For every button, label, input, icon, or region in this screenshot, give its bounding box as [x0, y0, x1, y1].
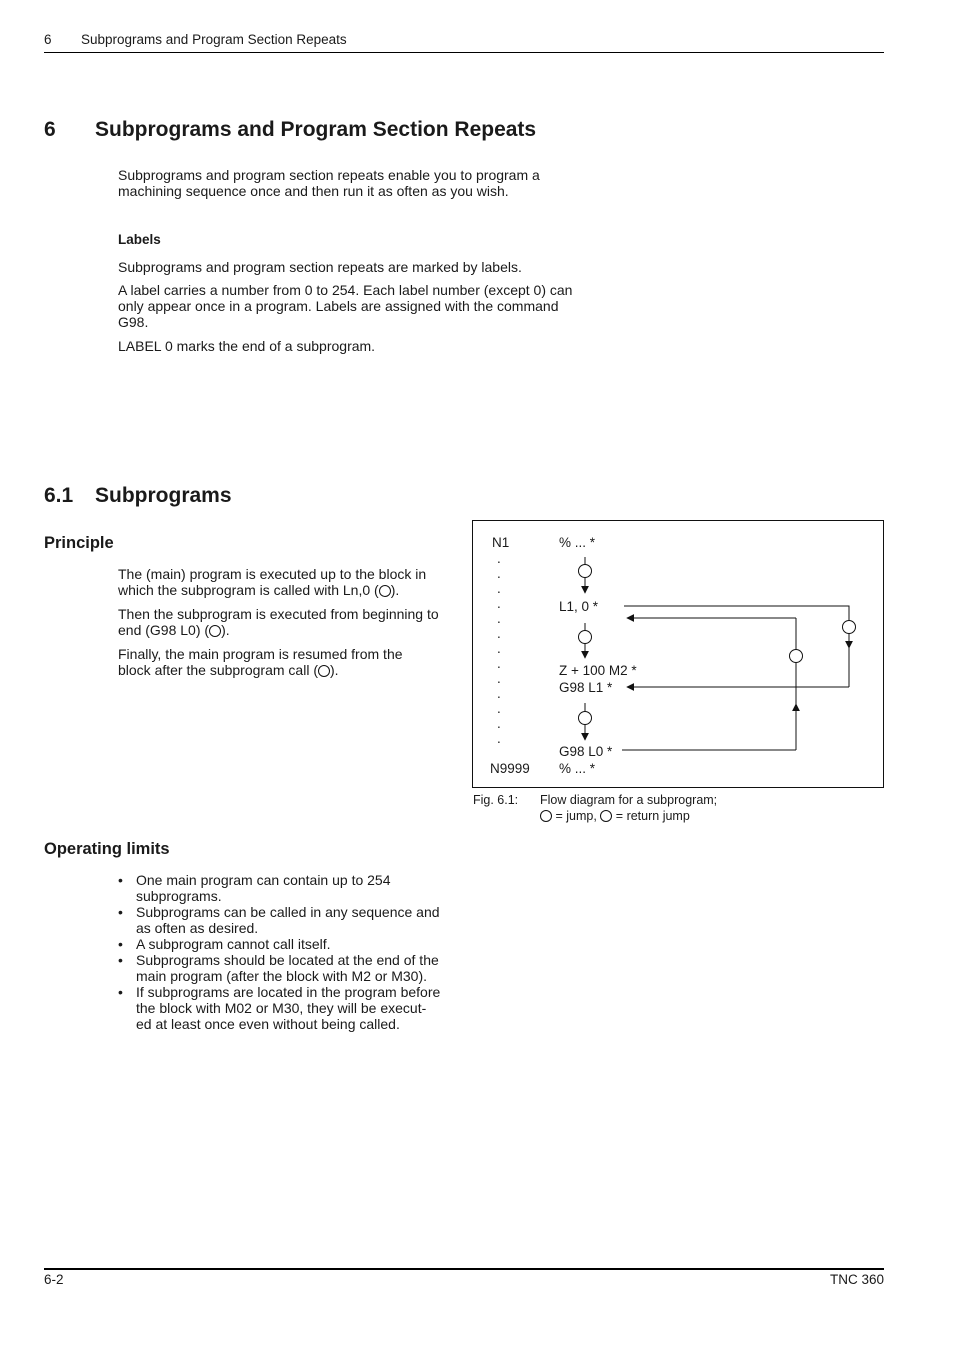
- labels-paragraph-2-line: A label carries a number from 0 to 254. Each label number (except 0) can: [118, 282, 573, 298]
- dot: .: [497, 566, 501, 581]
- chapter-heading: [44, 118, 844, 142]
- dot: .: [497, 641, 501, 656]
- dot: .: [497, 596, 501, 611]
- labels-body: [118, 259, 598, 354]
- dot: .: [497, 656, 501, 671]
- list-item: [118, 936, 468, 952]
- principle-text: which the subprogram is called with Ln,0 (: [118, 582, 379, 598]
- flow-arrow: [579, 703, 592, 740]
- bullet: •: [118, 904, 123, 920]
- list-item: [118, 984, 468, 1032]
- dot: .: [497, 611, 501, 626]
- subprogram-flow-diagram: [472, 520, 884, 788]
- operating-limits-heading: Operating limits: [44, 840, 170, 858]
- figure-caption-text: Flow diagram for a subprogram;: [540, 793, 718, 807]
- footer-product: TNC 360: [829, 1272, 884, 1287]
- caption-legend: [540, 809, 954, 824]
- bullet: •: [118, 984, 123, 1000]
- list-item: [118, 952, 468, 984]
- list-item: [118, 904, 468, 936]
- block-n9999: N9999: [490, 761, 530, 776]
- list-item-line: One main program can contain up to 254: [136, 872, 391, 888]
- dot: .: [497, 626, 501, 641]
- jump-circle-icon: [379, 585, 391, 597]
- flow-arrow: [579, 557, 592, 593]
- list-item-line: Subprograms can be called in any sequence and: [136, 904, 440, 920]
- vertical-dots: [497, 551, 501, 746]
- jump-circle-icon: [209, 625, 221, 637]
- labels-paragraph-2-line: G98.: [118, 314, 149, 330]
- block-call: L1, 0 *: [559, 599, 599, 614]
- section-heading: [44, 484, 232, 508]
- bullet: •: [118, 952, 123, 968]
- principle-line: [118, 582, 468, 598]
- bullet: •: [118, 936, 123, 952]
- header-chapter-title: Subprograms and Program Section Repeats: [81, 32, 347, 47]
- principle-text: ).: [390, 582, 400, 598]
- labels-paragraph-3: LABEL 0 marks the end of a subprogram.: [118, 338, 376, 354]
- principle-text: end (G98 L0) (: [118, 622, 210, 638]
- list-item-line: ed at least once even without being called.: [136, 1016, 400, 1032]
- list-item-line: the block with M02 or M30, they will be execut-: [136, 1000, 427, 1016]
- list-item-line: subprograms.: [136, 888, 222, 904]
- block-end: % ... *: [559, 761, 596, 776]
- principle-line: Finally, the main program is resumed from the: [118, 646, 403, 662]
- list-item: [118, 872, 468, 904]
- header-rule: [44, 52, 884, 53]
- legend-return: = return jump: [615, 809, 690, 823]
- header-chapter-number: 6: [44, 32, 52, 47]
- diagram-frame: [473, 521, 884, 788]
- return-circle-icon: [318, 665, 330, 677]
- block-z: Z + 100 M2 *: [559, 663, 637, 678]
- running-header: [44, 32, 884, 47]
- block-n1: N1: [492, 535, 510, 550]
- labels-paragraph-1: Subprograms and program section repeats are marked by labels.: [118, 259, 522, 275]
- figure-label: Fig. 6.1:: [473, 793, 519, 807]
- section-title: Subprograms: [95, 484, 232, 507]
- principle-text: block after the subprogram call (: [118, 662, 318, 678]
- figure-caption: [473, 793, 893, 823]
- intro-line: Subprograms and program section repeats enable you to program a: [118, 167, 540, 183]
- principle-body: [118, 566, 468, 678]
- intro-line: machining sequence once and then run it as often as you wish.: [118, 183, 509, 199]
- flow-arrow: [579, 623, 592, 658]
- return-circle-icon: [600, 810, 612, 822]
- return-jump-path: [622, 618, 803, 750]
- section-number: 6.1: [44, 484, 74, 507]
- principle-line: [118, 622, 468, 638]
- dot: .: [497, 551, 501, 566]
- bullet: •: [118, 872, 123, 888]
- principle-text: ).: [329, 662, 339, 678]
- legend-jump: = jump,: [555, 809, 597, 823]
- principle-text: ).: [221, 622, 230, 638]
- list-item-line: A subprogram cannot call itself.: [136, 936, 331, 952]
- chapter-intro: [118, 167, 598, 199]
- chapter-title: Subprograms and Program Section Repeats: [95, 118, 537, 141]
- block-label1: G98 L1 *: [559, 680, 613, 695]
- list-item-line: as often as desired.: [136, 920, 259, 936]
- principle-line: Then the subprogram is executed from beginning to: [118, 606, 439, 622]
- footer-rule: [44, 1268, 884, 1270]
- dot: .: [497, 686, 501, 701]
- chapter-number: 6: [44, 118, 56, 141]
- principle-line: The (main) program is executed up to the block in: [118, 566, 427, 582]
- footer-page-number: 6-2: [44, 1272, 64, 1287]
- dot: .: [497, 581, 501, 596]
- labels-paragraph-2-line: only appear once in a program. Labels are assigned with the command: [118, 298, 559, 314]
- dot: .: [497, 731, 501, 746]
- principle-line: [118, 662, 468, 678]
- block-start: % ... *: [559, 535, 596, 550]
- dot: .: [497, 671, 501, 686]
- dot: .: [497, 716, 501, 731]
- list-item-line: If subprograms are located in the program before: [136, 984, 441, 1000]
- jump-circle-icon: [540, 810, 552, 822]
- operating-limits-list: [118, 872, 468, 1032]
- block-label0: G98 L0 *: [559, 744, 613, 759]
- principle-heading: Principle: [44, 534, 114, 552]
- labels-heading: Labels: [118, 232, 161, 247]
- dot: .: [497, 701, 501, 716]
- list-item-line: main program (after the block with M2 or M30).: [136, 968, 427, 984]
- list-item-line: Subprograms should be located at the end of the: [136, 952, 439, 968]
